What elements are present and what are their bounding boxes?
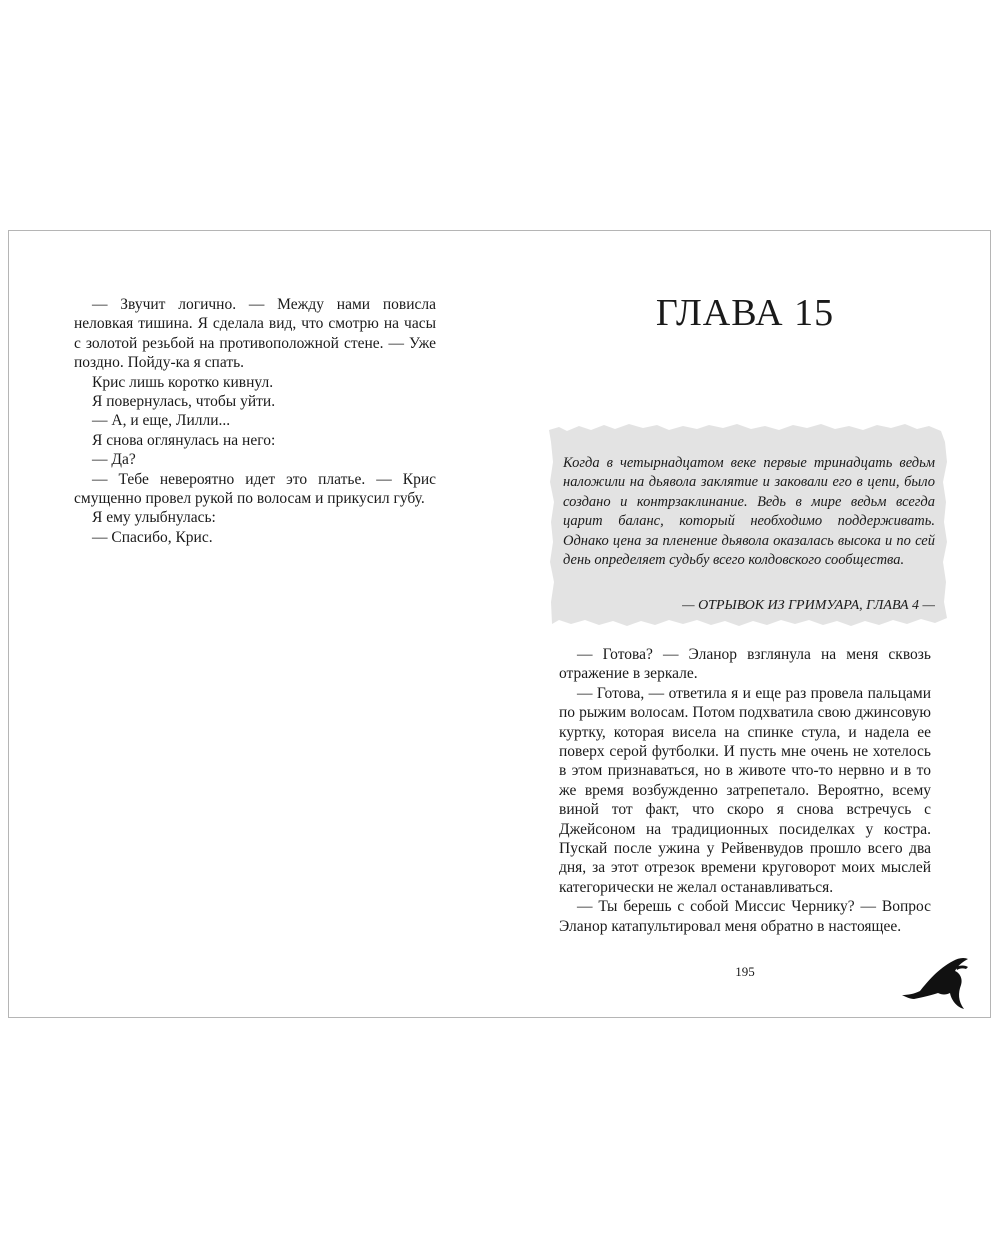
left-page [9,231,499,1017]
page-number: 195 [735,964,755,979]
paragraph: Крис лишь коротко кивнул. [92,373,274,391]
epigraph-text [563,454,935,570]
chapter-title: ГЛАВА 15 [655,292,835,334]
paragraph: Я ему улыбнулась: [92,509,216,527]
paragraph: — Тебе невероятно идет это платье. — Крис смущенно провел рукой по волосам и прикусил губу. [74,470,436,508]
left-page-text [74,295,436,547]
epigraph-box [549,422,949,628]
paragraph: — Да? [92,451,136,469]
paragraph: Я снова оглянулась на него: [92,431,276,449]
epigraph-paragraph: Когда в четырнадцатом веке первые тринадцать ведьм наложили на дьявола заклятие и заковали его в цепи, было создано и контрзаклинание. Ведь в мире ведьм всегда царит баланс, который необходимо поддерживать. Однако цена за пленение дьявола оказалась высока и по сей день определяет судьбу всего колдовского сообщества. [563,455,935,569]
epigraph-source: — ОТРЫВОК ИЗ ГРИМУАРА, ГЛАВА 4 — [682,598,935,613]
book-spread [8,230,991,1018]
right-page [500,231,990,1017]
paragraph: — Звучит логично. — Между нами повисла неловкая тишина. Я сделала вид, что смотрю на часы с золотой резьбой на противоположной стене. — Уже поздно. Пойду-ка я спать. [74,296,436,372]
paragraph: — А, и еще, Лилли... [92,412,231,430]
paragraph: — Готова? — Эланор взглянула на меня сквозь отражение в зеркале. [559,646,931,683]
paragraph: — Ты берешь с собой Миссис Чернику? — Вопрос Эланор катапультировал меня обратно в настоящее. [559,898,931,935]
paragraph: — Спасибо, Крис. [92,528,213,546]
crow-icon [898,951,978,1011]
paragraph: Я повернулась, чтобы уйти. [92,393,276,411]
right-page-text [559,645,931,936]
paragraph: — Готова, — ответила я и еще раз провела пальцами по рыжим волосам. Потом подхватила свою джинсовую куртку, которая висела на спинке стула, и надела ее поверх серой футболки. И пусть мне очень не хотелось в этом признаваться, но в животе что-то нервно и в то же время возбужденно затрепетало. Вероятно, всему виной тот факт, что скоро я снова встречусь с Джейсоном на традиционных посиделках у костра. Пускай после ужина у Рейвенвудов прошло всего два дня, за этот отрезок времени круговорот моих мыслей категорически не желал останавливаться. [559,684,931,896]
